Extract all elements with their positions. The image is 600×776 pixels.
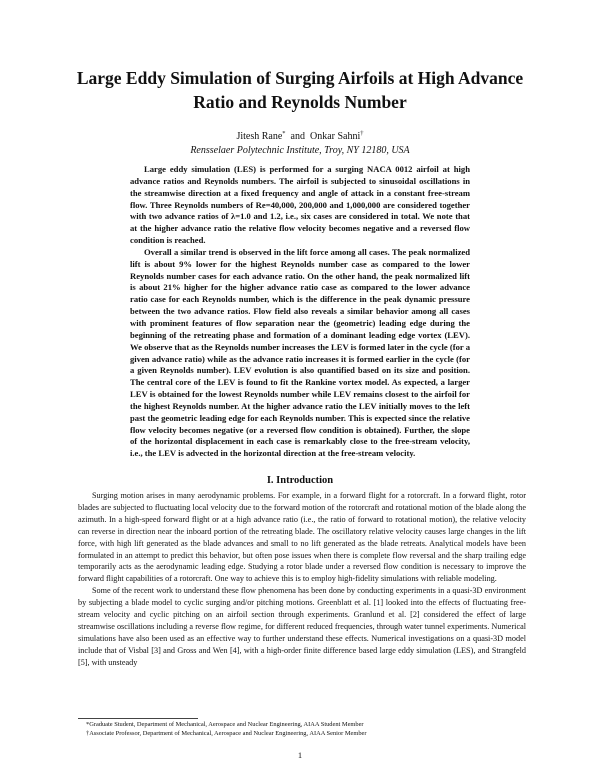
author-line bbox=[60, 130, 540, 143]
author-footnote-mark: * bbox=[282, 130, 286, 137]
paper-title: Large Eddy Simulation of Surging Airfoils at High Advance Ratio and Reynolds Number bbox=[76, 68, 524, 112]
affiliation: Rensselaer Polytechnic Institute, Troy, NY 12180, USA bbox=[190, 145, 410, 156]
footnote: *Graduate Student, Department of Mechanical, Aerospace and Nuclear Engineering, AIAA Student Member bbox=[86, 721, 364, 728]
page-number: 1 bbox=[297, 750, 303, 760]
body-paragraph: Some of the recent work to understand these flow phenomena has been done by conducting experiments in a quasi-3D environment by subjecting a blade model to cyclic surging and/or pitching motions. Greenblatt et al. [1] looked into the effects of fluctuating free-stream velocity and cyclic pitching on an airfoil section through experiments. Granlund et al. [2] considered the effect of large streamwise oscillations including a reverse flow regime, for different reduced frequencies, through water tunnel experiments. Numerical simulations have also been used as an effective way to further understand these effects. Numerical investigations on a quasi-3D model include that of Visbal [3] and Gross and Wen [4], with a high-order finite difference based large eddy simulation (LES), and Strangfeld [5], with unsteady bbox=[78, 586, 526, 667]
footnote: †Associate Professor, Department of Mechanical, Aerospace and Nuclear Engineering, AIAA Senior Member bbox=[86, 730, 367, 737]
author-name: Jitesh Rane bbox=[236, 131, 283, 142]
author-name: Onkar Sahni bbox=[310, 131, 361, 142]
section-heading: I. Introduction bbox=[266, 475, 334, 486]
author-footnote-mark: † bbox=[360, 130, 364, 137]
abstract-paragraph: Large eddy simulation (LES) is performed for a surging NACA 0012 airfoil at high advance ratios and Reynolds numbers. The airfoil is subjected to sinusoidal oscillations in the streamwise direction at a fixed frequency and angle of attack in a constant free-stream flow. Three Reynolds numbers of Re=40,000, 200,000 and 1,000,000 are considered together with two advance ratios of λ=1.0 and 1.2, i.e., six cases are considered in total. We note that at the higher advance ratio the relative flow velocity becomes negative and a reversed flow condition is reached. bbox=[130, 164, 470, 246]
abstract bbox=[130, 164, 470, 460]
footnote-divider bbox=[78, 718, 198, 719]
footnotes bbox=[78, 720, 526, 738]
introduction-body bbox=[78, 490, 526, 669]
body-paragraph: Surging motion arises in many aerodynamic problems. For example, in a forward flight for a rotorcraft. In a forward flight, rotor blades are subjected to fluctuating local velocity due to the forward motion of the rotorcraft and rotational motion of the blade along the azimuth. In a high-speed forward flight or at a high advance ratio (i.e., the ratio of forward to rotational motion), the relative velocity can reverse in direction near the inboard portion of the retreating blade. The oscillatory relative velocity causes large changes in the lift force, with high lift generated as the blade advances and small to no lift generated as the blade retreats. Analytical models have been formulated in an attempt to predict this behavior, but often pose issues when there is complete flow reversal and the sharp trailing edge temporarily acts as the aerodynamic leading edge. Studying a rotor blade under a reversed flow condition is necessary to improve the forward flight capabilities of a rotorcraft. One way to achieve this is to employ high-fidelity simulations with reliable modeling. bbox=[78, 491, 526, 584]
author-conjunction: and bbox=[290, 131, 305, 142]
abstract-paragraph: Overall a similar trend is observed in the lift force among all cases. The peak normalized lift is about 9% lower for the highest Reynolds number case as compared to the lower Reynolds number cases for each advance ratio. On the other hand, the peak normalized lift is about 21% higher for the higher advance ratio case as compared to the lower advance ratio case for each Reynolds number, which is the difference in the peak dynamic pressure between the two advance ratios. Flow field also reveals a similar behavior among all cases with prominent features of flow separation near the (geometric) leading edge during the beginning of the retreating phase and formation of a dominant leading edge vortex (LEV). We observe that as the Reynolds number increases the LEV is formed later in the cycle (for a given advance ratio) while as the advance ratio increases it is formed earlier in the cycle (for a given Reynolds number). LEV evolution is also quantified based on its size and position. The central core of the LEV is found to fit the Rankine vortex model. As expected, a larger LEV is obtained for the lowest Reynolds number while LEV remains closest to the airfoil for the highest Reynolds number. At the higher advance ratio the LEV initially moves to the left past the geometric leading edge for each Reynolds number. This is expected since the relative flow velocity becomes negative (or a reversed flow condition is obtained). Further, the slope of the horizontal displacement in each case is remarkably close to the free-stream velocity, i.e., the LEV is advected in the horizontal direction at the free-stream velocity. bbox=[130, 246, 470, 459]
